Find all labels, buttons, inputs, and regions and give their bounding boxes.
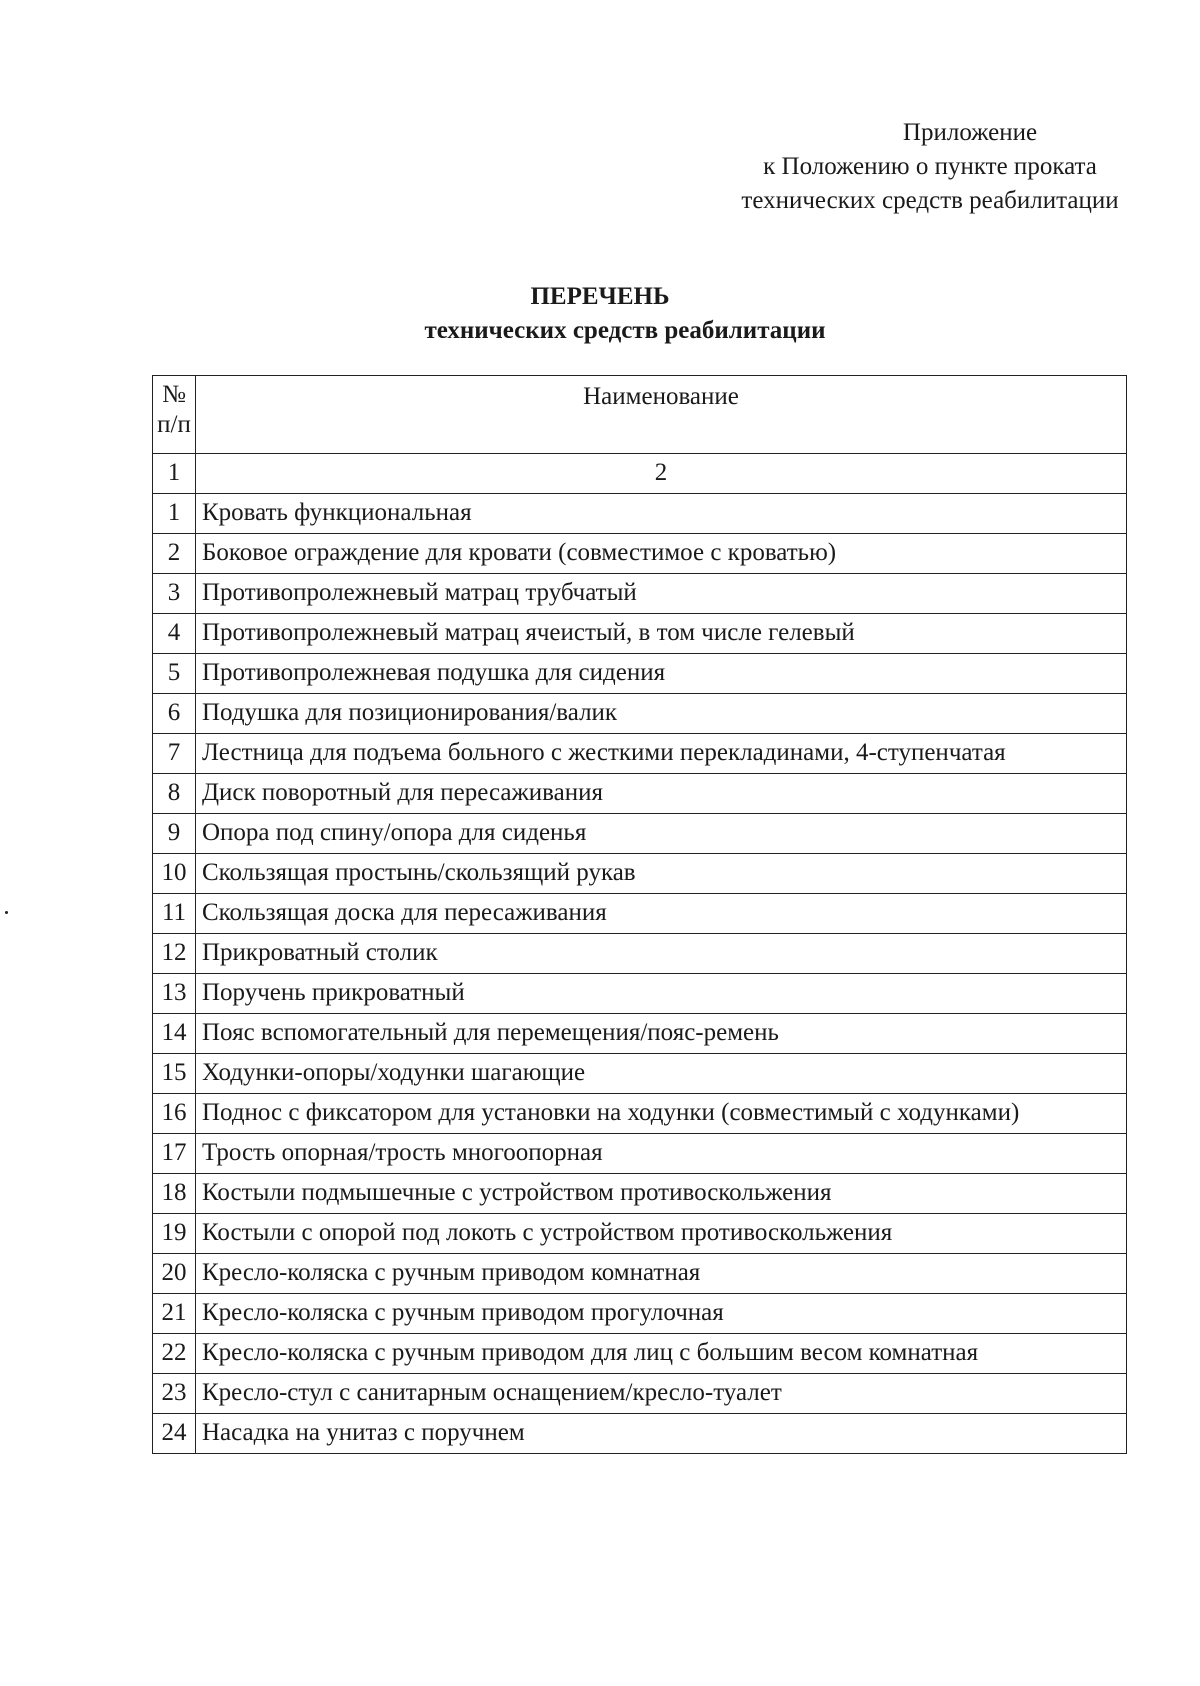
row-item-name: Костыли с опорой под локоть с устройством противоскольжения [196,1214,1127,1254]
scan-speck [5,911,8,914]
table-row [153,974,1127,1014]
row-item-name: Ходунки-опоры/ходунки шагающие [196,1054,1127,1094]
appendix-line-2: к Положению о пункте проката [763,153,1097,180]
row-number: 20 [153,1254,196,1294]
table-row [153,1374,1127,1414]
row-number: 19 [153,1214,196,1254]
table-row [153,854,1127,894]
row-number: 7 [153,734,196,774]
row-item-name: Костыли подмышечные с устройством противоскольжения [196,1174,1127,1214]
table-row [153,1134,1127,1174]
table-row [153,1174,1127,1214]
table-row [153,494,1127,534]
header-name-cell: Наименование [196,376,1127,454]
table-row [153,654,1127,694]
row-item-name: Скользящая доска для пересаживания [196,894,1127,934]
row-item-name: Противопролежневая подушка для сидения [196,654,1127,694]
table-row [153,774,1127,814]
document-heading [0,280,1200,348]
row-item-name: Противопролежневый матрац трубчатый [196,574,1127,614]
row-item-name: Противопролежневый матрац ячеистый, в том числе гелевый [196,614,1127,654]
header-number-cell [153,376,196,454]
row-number: 8 [153,774,196,814]
row-item-name: Кресло-стул с санитарным оснащением/кресло-туалет [196,1374,1127,1414]
row-item-name: Подушка для позиционирования/валик [196,694,1127,734]
table-row [153,934,1127,974]
table-row [153,1214,1127,1254]
table-row [153,1054,1127,1094]
appendix-line-3: технических средств реабилитации [741,187,1119,214]
row-item-name: Кровать функциональная [196,494,1127,534]
row-number: 18 [153,1174,196,1214]
row-number: 16 [153,1094,196,1134]
column-number-row [153,454,1127,494]
appendix-line-1: Приложение [902,119,1038,146]
document-title: ПЕРЕЧЕНЬ [530,283,670,310]
row-number: 22 [153,1334,196,1374]
row-number: 21 [153,1294,196,1334]
row-number: 14 [153,1014,196,1054]
header-number-abbrev: п/п [157,411,191,438]
table-row [153,1334,1127,1374]
row-number: 23 [153,1374,196,1414]
row-number: 2 [153,534,196,574]
row-number: 12 [153,934,196,974]
header-number-sign: № [162,381,186,408]
row-item-name: Кресло-коляска с ручным приводом прогулочная [196,1294,1127,1334]
table-row [153,814,1127,854]
table-row [153,1094,1127,1134]
appendix-note [700,116,1160,218]
row-item-name: Поручень прикроватный [196,974,1127,1014]
table-row [153,734,1127,774]
row-number: 4 [153,614,196,654]
row-item-name: Кресло-коляска с ручным приводом комнатная [196,1254,1127,1294]
row-number: 24 [153,1414,196,1454]
row-item-name: Поднос с фиксатором для установки на ходунки (совместимый с ходунками) [196,1094,1127,1134]
row-number: 5 [153,654,196,694]
row-number: 15 [153,1054,196,1094]
table-row [153,694,1127,734]
row-number: 13 [153,974,196,1014]
row-number: 17 [153,1134,196,1174]
row-number: 9 [153,814,196,854]
row-number: 6 [153,694,196,734]
table-row [153,894,1127,934]
table-row [153,1294,1127,1334]
column-number-2: 2 [196,454,1127,494]
row-item-name: Трость опорная/трость многоопорная [196,1134,1127,1174]
table-row [153,1254,1127,1294]
row-item-name: Пояс вспомогательный для перемещения/пояс-ремень [196,1014,1127,1054]
row-item-name: Скользящая простынь/скользящий рукав [196,854,1127,894]
equipment-table [152,375,1127,1454]
row-item-name: Прикроватный столик [196,934,1127,974]
row-item-name: Диск поворотный для пересаживания [196,774,1127,814]
table-row [153,574,1127,614]
row-item-name: Кресло-коляска с ручным приводом для лиц с большим весом комнатная [196,1334,1127,1374]
row-number: 11 [153,894,196,934]
table-header-row [153,376,1127,454]
row-number: 10 [153,854,196,894]
row-item-name: Насадка на унитаз с поручнем [196,1414,1127,1454]
row-item-name: Опора под спину/опора для сиденья [196,814,1127,854]
table-row [153,1014,1127,1054]
row-number: 3 [153,574,196,614]
table-row [153,1414,1127,1454]
table-row [153,614,1127,654]
row-item-name: Боковое ограждение для кровати (совместимое с кроватью) [196,534,1127,574]
row-number: 1 [153,494,196,534]
table-row [153,534,1127,574]
document-subtitle: технических средств реабилитации [424,317,826,344]
column-number-1: 1 [153,454,196,494]
row-item-name: Лестница для подъема больного с жесткими перекладинами, 4-ступенчатая [196,734,1127,774]
